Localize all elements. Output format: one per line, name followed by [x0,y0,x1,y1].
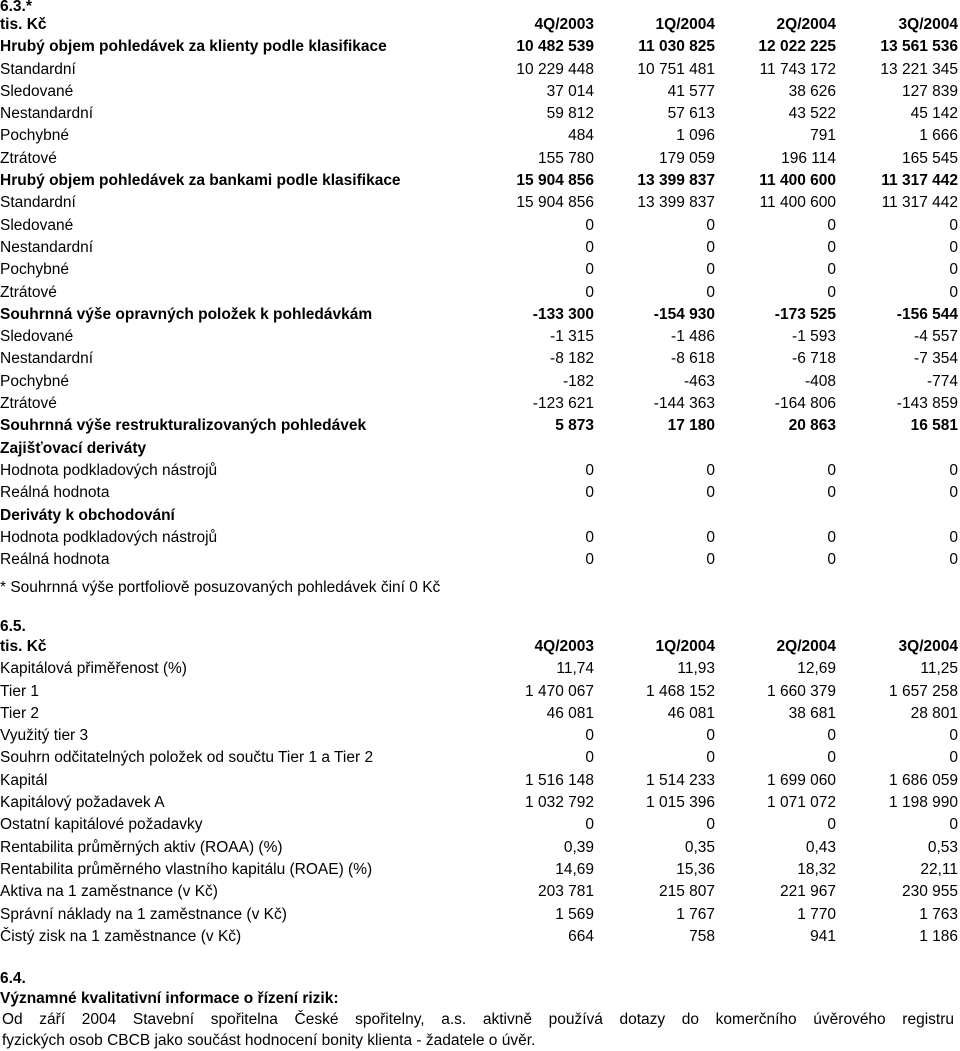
row-label: Tier 2 [0,704,40,722]
cell-value: 0 [827,238,836,256]
cell-value: 0 [706,261,715,279]
cell-value: 941 [810,927,836,945]
table-row [0,859,958,881]
row-label: Ztrátové [0,395,57,413]
cell-value: 0 [827,484,836,502]
column-header: 3Q/2004 [898,638,958,655]
row-label: Ztrátové [0,283,57,301]
cell-value: -156 544 [896,305,958,323]
cell-value [470,438,594,460]
cell-value: 46 081 [546,704,594,722]
cell-value: 165 545 [901,149,958,167]
table-row [0,326,958,348]
cell-value: 10 482 539 [516,38,594,56]
row-label: Aktiva na 1 zaměstnance (v Kč) [0,883,218,901]
cell-value: 1 686 059 [889,771,958,789]
section-6-4-subheading: Významné kvalitativní informace o řízení rizik: [0,990,339,1007]
row-label: Nestandardní [0,350,94,368]
cell-value: 11 030 825 [638,38,715,56]
table-row [0,658,958,680]
cell-value: 11 743 172 [759,60,836,78]
table-row [0,703,958,725]
row-label: Reálná hodnota [0,484,110,502]
row-label: Reálná hodnota [0,551,110,569]
cell-value [715,438,836,460]
cell-value: 10 751 481 [637,60,715,78]
cell-value: 11 400 600 [759,194,836,212]
cell-value: 45 142 [910,105,958,123]
cell-value: 1 660 379 [767,682,836,700]
section-6-3-heading: 6.3.* [0,0,32,15]
cell-value: 0,39 [563,838,594,856]
row-label: Pochybné [0,261,69,279]
cell-value: 0 [827,283,836,301]
cell-value: 0 [949,551,958,569]
cell-value: 0 [827,261,836,279]
cell-value: 11,25 [920,660,958,678]
cell-value: 12,69 [797,660,836,678]
cell-value: 11,74 [556,660,594,678]
cell-value: -164 806 [774,395,836,413]
table-row [0,770,958,792]
cell-value: 15 904 856 [516,194,594,212]
table-row [0,393,958,415]
cell-value: -1 593 [792,328,836,346]
row-label: Využitý tier 3 [0,727,89,745]
column-header: 1Q/2004 [655,638,715,655]
table-row [0,725,958,747]
table-header-row [0,636,958,658]
cell-value: 0 [827,816,836,834]
cell-value: 0 [827,216,836,234]
cell-value: 20 863 [788,417,836,435]
cell-value: 0 [585,727,594,745]
cell-value: 38 681 [788,704,836,722]
risk-info-paragraph [2,1009,954,1051]
cell-value: 155 780 [537,149,594,167]
table-row [0,527,958,549]
cell-value: 1 470 067 [525,682,594,700]
row-label: Správní náklady na 1 zaměstnance (v Kč) [0,905,287,923]
cell-value: 0 [949,283,958,301]
table-row [0,170,958,192]
capital-table [0,636,958,948]
cell-value: 0 [706,461,715,479]
cell-value: 0 [585,261,594,279]
cell-value: 41 577 [667,82,715,100]
cell-value: 1 569 [555,905,594,923]
cell-value: 0 [585,816,594,834]
cell-value [594,505,715,527]
cell-value: 13 399 837 [637,194,715,212]
cell-value: 13 221 345 [880,60,958,78]
cell-value: -6 718 [792,350,836,368]
cell-value: 0 [827,749,836,767]
table-row [0,505,958,527]
cell-value: 15,36 [676,860,715,878]
cell-value [836,505,958,527]
row-label: Standardní [0,60,76,78]
cell-value: 13 399 837 [637,172,715,190]
row-label: Kapitálový požadavek A [0,794,165,812]
cell-value: 1 514 233 [646,771,715,789]
cell-value: 11 317 442 [881,194,958,212]
cell-value: 13 561 536 [880,38,958,56]
table-row [0,837,958,859]
table-row [0,192,958,214]
column-header: 2Q/2004 [776,638,836,655]
cell-value: 0 [949,484,958,502]
cell-value: 46 081 [667,704,715,722]
cell-value: 0 [585,528,594,546]
cell-value: -143 859 [896,395,958,413]
row-label: Hodnota podkladových nástrojů [0,461,218,479]
cell-value: 1 198 990 [889,794,958,812]
cell-value: 0 [706,484,715,502]
cell-value: 484 [568,127,594,145]
cell-value: 15 904 856 [516,172,594,190]
cell-value: 0 [949,216,958,234]
cell-value: 43 522 [788,105,836,123]
cell-value: 0 [706,238,715,256]
cell-value: 0 [706,216,715,234]
cell-value: 28 801 [910,704,958,722]
cell-value: -8 182 [550,350,594,368]
cell-value: 18,32 [797,860,836,878]
table-row [0,549,958,571]
table-row [0,304,958,326]
cell-value: 758 [689,927,715,945]
column-header: 2Q/2004 [776,16,836,33]
table-row [0,926,958,948]
table-row [0,81,958,103]
table-row [0,438,958,460]
cell-value: 0 [585,749,594,767]
cell-value: 179 059 [658,149,715,167]
cell-value: 0 [585,551,594,569]
paragraph-line: fyzických osob CBCB jako součást hodnocení bonity klienta - žadatele o úvěr. [2,1032,536,1049]
cell-value: 10 229 448 [516,60,594,78]
column-header: 1Q/2004 [655,16,715,33]
row-label: Ostatní kapitálové požadavky [0,816,203,834]
cell-value: 0 [827,727,836,745]
table-header-row [0,14,958,36]
row-label: Standardní [0,194,76,212]
table-row [0,259,958,281]
row-label: Nestandardní [0,238,94,256]
cell-value: 11,93 [677,660,715,678]
paragraph-line: Od září 2004 Stavební spořitelna České spořitelny, a.s. aktivně používá dotazy do komerčního úvěrového registru [2,1011,954,1028]
cell-value: -182 [562,372,594,390]
cell-value: 1 770 [797,905,836,923]
row-label: Rentabilita průměrného vlastního kapitálu (ROAE) (%) [0,860,373,878]
cell-value: 22,11 [920,860,958,878]
row-label: Pochybné [0,372,69,390]
row-label: Souhrnná výše opravných položek k pohledávkám [0,305,373,323]
table-row [0,59,958,81]
cell-value: 0 [827,528,836,546]
cell-value: 38 626 [788,82,836,100]
classification-table [0,14,958,571]
cell-value: 1 032 792 [525,794,594,812]
row-label: Hrubý objem pohledávek za bankami podle klasifikace [0,172,401,190]
cell-value: 0 [706,749,715,767]
cell-value [594,438,715,460]
cell-value: 1 071 072 [767,794,836,812]
cell-value: 1 763 [919,905,958,923]
cell-value: 1 015 396 [646,794,715,812]
cell-value: -1 315 [550,328,594,346]
table-row [0,460,958,482]
cell-value: 1 516 148 [525,771,594,789]
row-label: Kapitál [0,771,48,789]
cell-value: 1 699 060 [767,771,836,789]
cell-value: -4 557 [914,328,958,346]
table-row [0,371,958,393]
cell-value [836,438,958,460]
row-label: Sledované [0,216,74,234]
cell-value: 0 [949,461,958,479]
cell-value: 59 812 [546,105,594,123]
cell-value: 1 468 152 [646,682,715,700]
row-label: Čistý zisk na 1 zaměstnance (v Kč) [0,927,242,945]
cell-value: 57 613 [667,105,715,123]
section-6-4-heading: 6.4. [0,970,26,987]
cell-value: -173 525 [774,305,836,323]
row-label: Hodnota podkladových nástrojů [0,528,218,546]
cell-value: -7 354 [914,350,958,368]
cell-value: 0,53 [927,838,958,856]
capital-table-body [0,636,958,948]
footnote: * Souhrnná výše portfoliově posuzovaných pohledávek činí 0 Kč [0,579,441,596]
cell-value: 791 [810,127,836,145]
cell-value: -133 300 [532,305,594,323]
cell-value: 0 [585,484,594,502]
table-row [0,282,958,304]
cell-value: -408 [804,372,836,390]
cell-value: 127 839 [901,82,958,100]
cell-value: 0 [706,283,715,301]
cell-value: 5 873 [555,417,594,435]
cell-value: -154 930 [653,305,715,323]
unit-label: tis. Kč [0,16,47,33]
table-row [0,103,958,125]
row-label: Souhrn odčitatelných položek od součtu Tier 1 a Tier 2 [0,749,374,767]
row-label: Sledované [0,328,74,346]
cell-value: 196 114 [781,149,836,167]
cell-value: 0 [949,816,958,834]
column-header: 4Q/2003 [534,638,594,655]
cell-value: 1 186 [919,927,958,945]
cell-value: -774 [926,372,958,390]
cell-value: 0 [949,749,958,767]
row-label: Zajišťovací deriváty [0,439,147,457]
cell-value: 0,43 [805,838,836,856]
cell-value: 215 807 [658,883,715,901]
cell-value: 203 781 [537,883,594,901]
table-row [0,125,958,147]
cell-value: -8 618 [671,350,715,368]
row-label: Kapitálová přiměřenost (%) [0,660,187,678]
column-header: 3Q/2004 [898,16,958,33]
cell-value: 11 317 442 [881,172,958,190]
cell-value: -123 621 [532,395,594,413]
cell-value: 37 014 [546,82,594,100]
table-row [0,881,958,903]
table-row [0,237,958,259]
section-6-5-heading: 6.5. [0,618,26,635]
cell-value: 11 400 600 [759,172,836,190]
row-label: Ztrátové [0,149,57,167]
cell-value: 221 967 [779,883,836,901]
cell-value: 0,35 [684,838,715,856]
cell-value: 1 767 [676,905,715,923]
table-row [0,814,958,836]
cell-value: 0 [706,727,715,745]
row-label: Tier 1 [0,682,40,700]
table-row [0,36,958,58]
cell-value: 0 [585,461,594,479]
cell-value: 0 [706,551,715,569]
cell-value: 664 [568,927,594,945]
row-label: Deriváty k obchodování [0,506,175,524]
cell-value: -463 [683,372,715,390]
cell-value: 0 [827,461,836,479]
cell-value: 0 [949,261,958,279]
cell-value: 0 [706,816,715,834]
cell-value: -1 486 [671,328,715,346]
unit-label: tis. Kč [0,638,47,655]
cell-value: 0 [585,216,594,234]
table-row [0,792,958,814]
cell-value: 16 581 [910,417,958,435]
cell-value: 1 657 258 [889,682,958,700]
row-label: Hrubý objem pohledávek za klienty podle klasifikace [0,38,387,56]
cell-value [470,505,594,527]
cell-value: 0 [585,283,594,301]
cell-value: 0 [827,551,836,569]
row-label: Pochybné [0,127,69,145]
cell-value: 1 666 [919,127,958,145]
table-row [0,904,958,926]
cell-value: 0 [585,238,594,256]
cell-value: 12 022 225 [758,38,836,56]
cell-value: 1 096 [676,127,715,145]
cell-value: 0 [949,528,958,546]
row-label: Souhrnná výše restrukturalizovaných pohledávek [0,417,367,435]
cell-value: 0 [949,727,958,745]
row-label: Sledované [0,82,74,100]
table-row [0,148,958,170]
table-row [0,747,958,769]
table-row [0,415,958,437]
cell-value: 14,69 [555,860,594,878]
table-row [0,482,958,504]
cell-value: 17 180 [667,417,715,435]
table-row [0,348,958,370]
classification-table-body [0,14,958,571]
cell-value: 230 955 [901,883,958,901]
column-header: 4Q/2003 [534,16,594,33]
cell-value: -144 363 [653,395,715,413]
row-label: Rentabilita průměrných aktiv (ROAA) (%) [0,838,283,856]
cell-value: 0 [949,238,958,256]
row-label: Nestandardní [0,105,94,123]
cell-value: 0 [706,528,715,546]
cell-value [715,505,836,527]
table-row [0,215,958,237]
table-row [0,681,958,703]
